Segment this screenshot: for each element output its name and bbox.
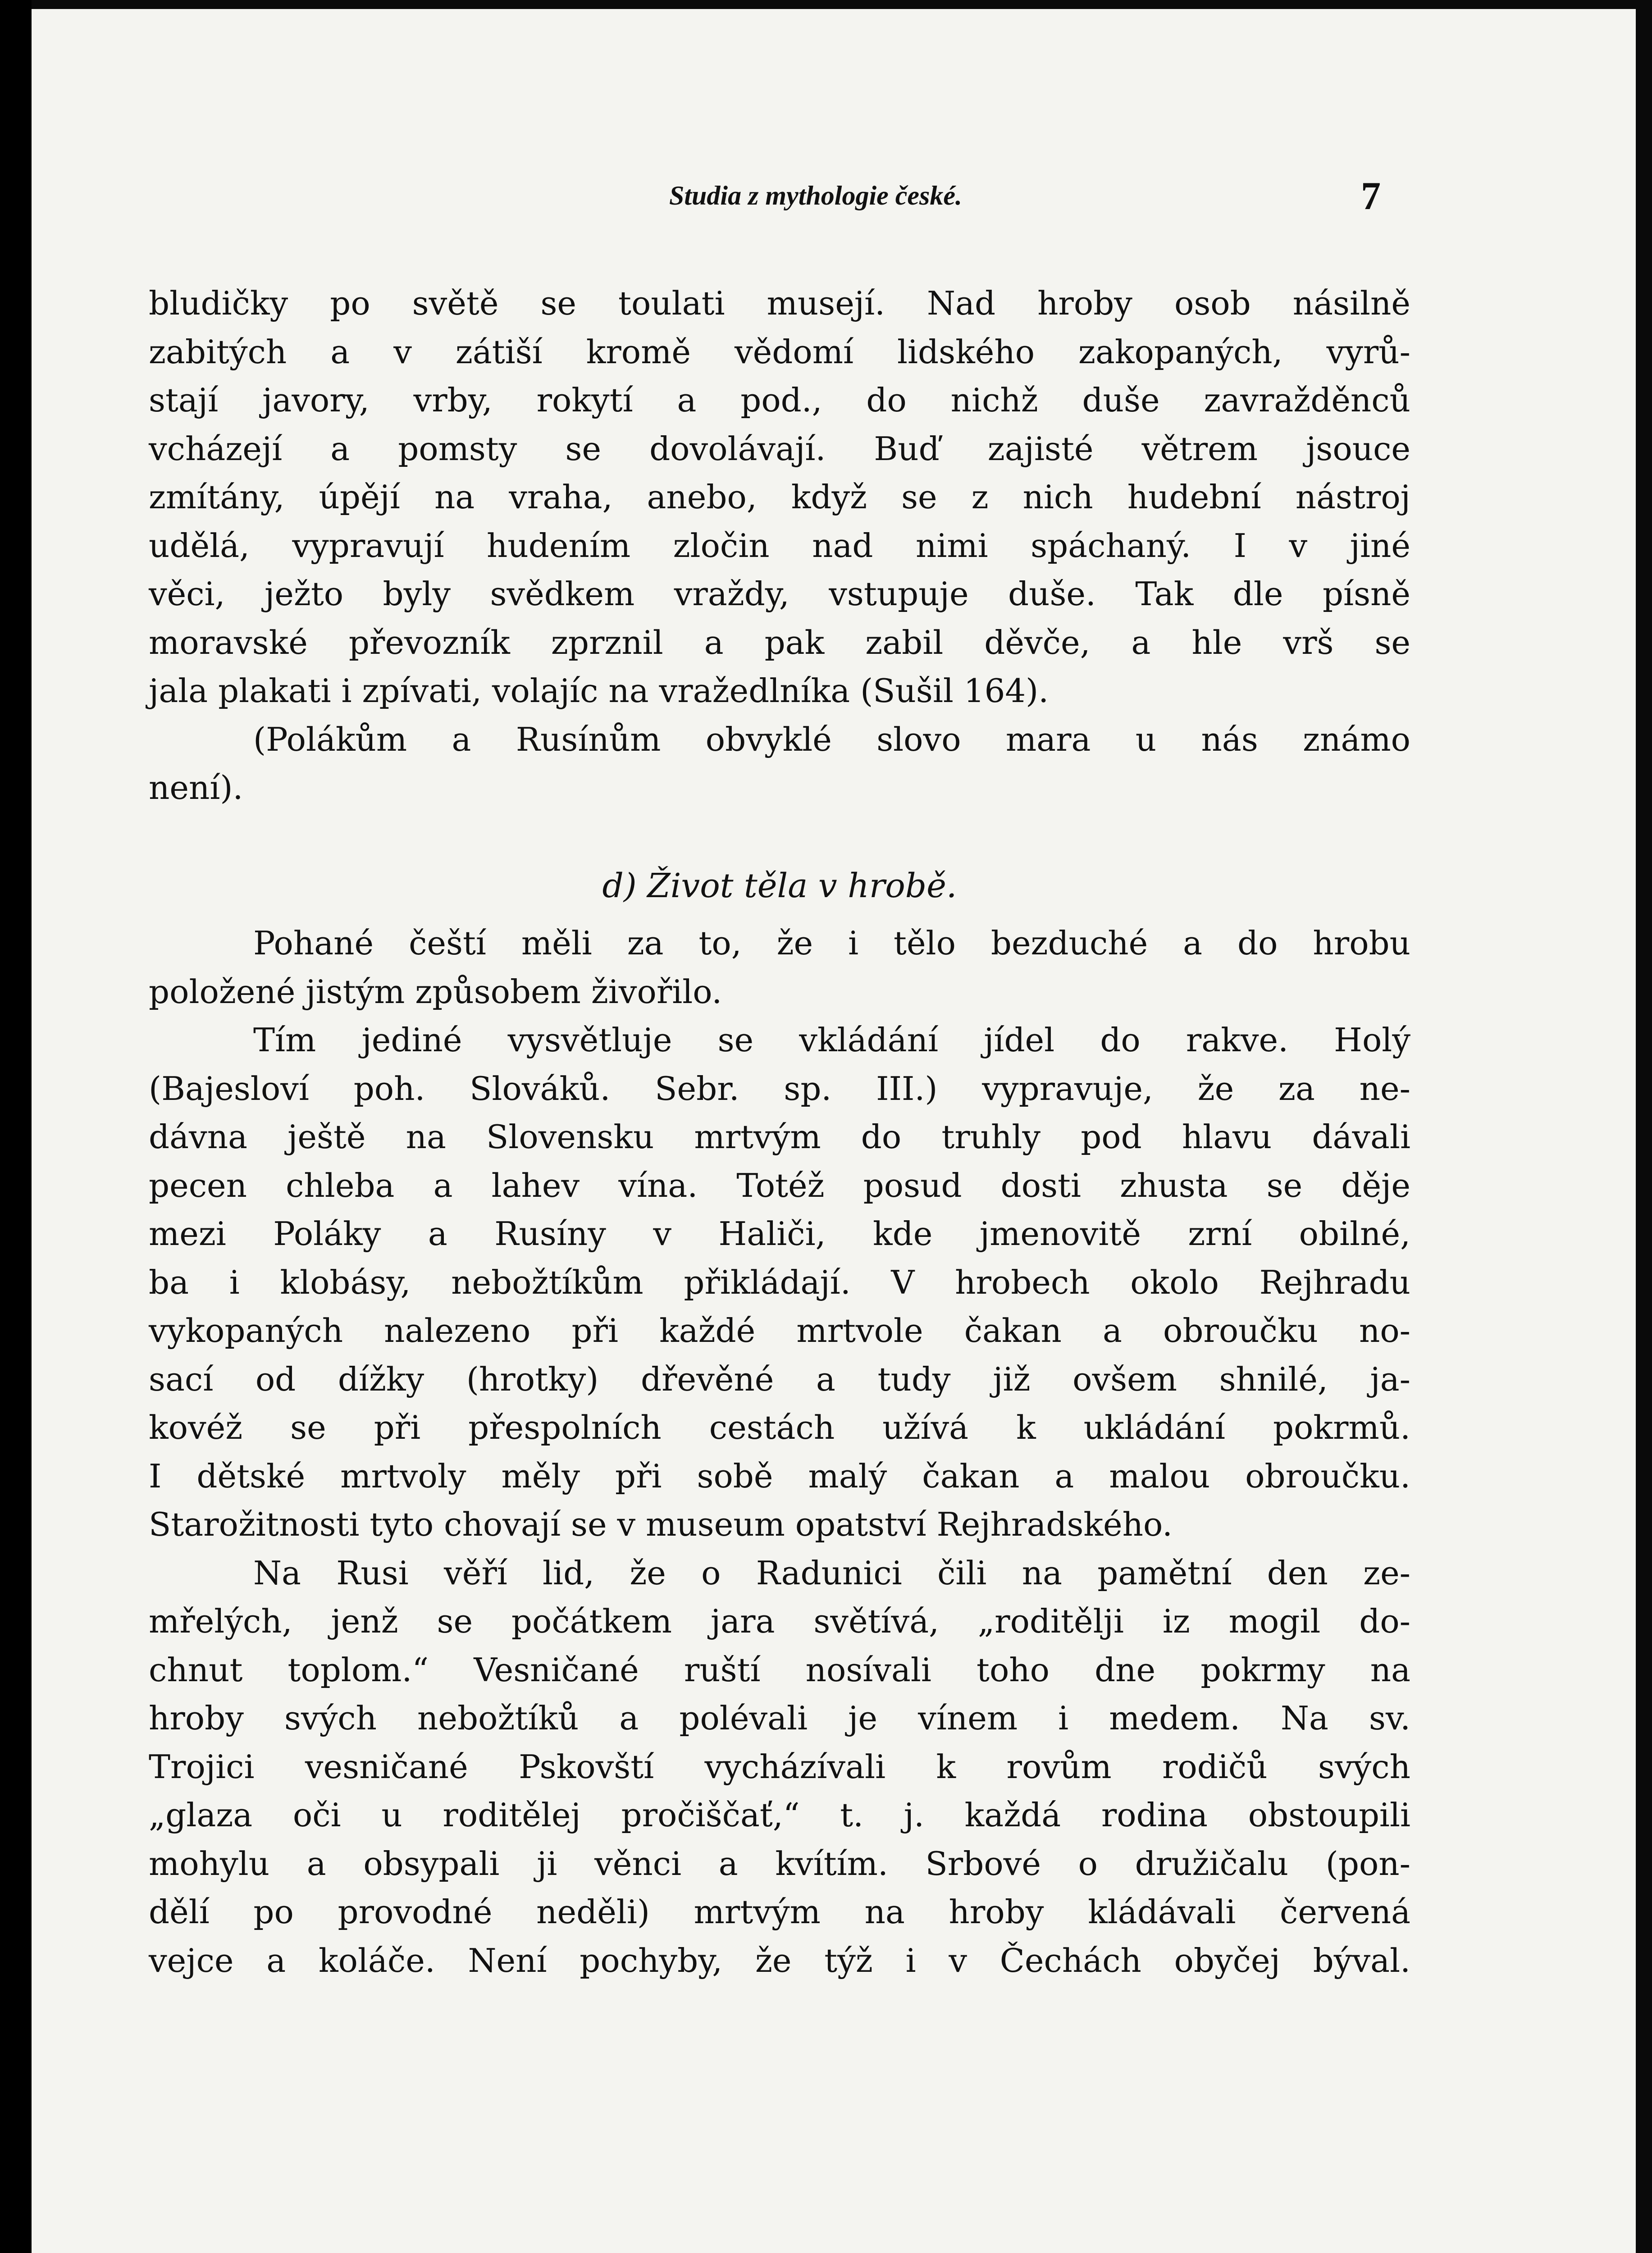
text-line: kovéž se při přespolních cestách užívá k ukládání pokrmů. <box>149 1409 1410 1446</box>
text-line: pecen chleba a lahev vína. Totéž posud dosti zhusta se děje <box>149 1166 1410 1204</box>
text-line: mřelých, jenž se počátkem jara světívá, „roditělji iz mogil do- <box>149 1602 1410 1640</box>
text-line: (Polákům a Rusínům obvyklé slovo mara u nás známo <box>253 720 1410 758</box>
text-line: sací od dížky (hrotky) dřevěné a tudy již ovšem shnilé, ja- <box>149 1360 1410 1398</box>
text-line: Trojici vesničané Pskovští vycházívali k rovům rodičů svých <box>149 1747 1410 1786</box>
text-line: zabitých a v zátiší kromě vědomí lidského zakopaných, vyrů- <box>149 333 1410 371</box>
text-line: mohylu a obsypali ji věnci a kvítím. Srbové o družičalu (pon- <box>149 1844 1410 1883</box>
text-line: věci, ježto byly svědkem vraždy, vstupuje duše. Tak dle písně <box>149 575 1410 613</box>
text-line: vykopaných nalezeno při každé mrtvole čakan a obroučku no- <box>149 1312 1410 1350</box>
text-line: hroby svých nebožtíků a polévali je vínem i medem. Na sv. <box>149 1699 1410 1737</box>
text-line: Starožitnosti tyto chovají se v museum opatství Rejhradského. <box>149 1505 1173 1543</box>
section-heading: d) Život těla v hrobě. <box>602 866 957 905</box>
text-line: není). <box>149 769 243 807</box>
paragraph-5 <box>149 1549 1410 1985</box>
page-number: 7 <box>1361 174 1381 218</box>
text-line: Tím jediné vysvětluje se vkládání jídel do rakve. Holý <box>253 1021 1410 1059</box>
text-line: chnut toplom.“ Vesničané ruští nosívali toho dne pokrmy na <box>149 1651 1410 1689</box>
text-line: vejce a koláče. Není pochyby, že týž i v Čechách obyčej býval. <box>149 1941 1410 1979</box>
text-line: položené jistým způsobem živořilo. <box>149 972 722 1011</box>
page-header <box>32 176 1636 225</box>
text-line: dělí po provodné neděli) mrtvým na hroby kládávali červená <box>149 1893 1410 1931</box>
text-line: ba i klobásy, nebožtíkům přikládají. V hrobech okolo Rejhradu <box>149 1263 1410 1301</box>
text-line: Na Rusi věří lid, že o Radunici čili na pamětní den ze- <box>253 1554 1410 1592</box>
text-line: udělá, vypravují hudením zločin nad nimi spáchaný. I v jiné <box>149 526 1410 565</box>
text-line: Pohané čeští měli za to, že i tělo bezduché a do hrobu <box>253 924 1410 962</box>
text-line: moravské převozník zprznil a pak zabil děvče, a hle vrš se <box>149 623 1410 661</box>
paragraph-4 <box>149 1016 1410 1549</box>
text-line: I dětské mrtvoly měly při sobě malý čakan a malou obroučku. <box>149 1457 1410 1495</box>
text-line: bludičky po světě se toulati musejí. Nad hroby osob násilně <box>149 284 1410 322</box>
paragraph-1 <box>149 279 1410 716</box>
text-line: (Bajesloví poh. Slováků. Sebr. sp. III.) vypravuje, že za ne- <box>149 1069 1410 1108</box>
text-line: stají javory, vrby, rokytí a pod., do nichž duše zavražděnců <box>149 381 1410 419</box>
body-text <box>149 279 1410 1985</box>
text-line: jala plakati i zpívati, volajíc na vražedlníka (Sušil 164). <box>149 672 1049 710</box>
text-line: „glaza oči u roditělej pročiščať,“ t. j. každá rodina obstoupili <box>149 1796 1410 1834</box>
paragraph-3 <box>149 919 1410 1016</box>
text-line: zmítány, úpějí na vraha, anebo, když se z nich hudební nástroj <box>149 478 1410 516</box>
scan-border <box>0 0 32 2253</box>
book-page <box>32 9 1636 2253</box>
running-title: Studia z mythologie české. <box>669 181 962 210</box>
text-line: dávna ještě na Slovensku mrtvým do truhly pod hlavu dávali <box>149 1118 1410 1156</box>
text-line: vcházejí a pomsty se dovolávají. Buď zajisté větrem jsouce <box>149 429 1410 468</box>
text-line: mezi Poláky a Rusíny v Haliči, kde jmenovitě zrní obilné, <box>149 1215 1410 1253</box>
paragraph-2 <box>149 716 1410 812</box>
